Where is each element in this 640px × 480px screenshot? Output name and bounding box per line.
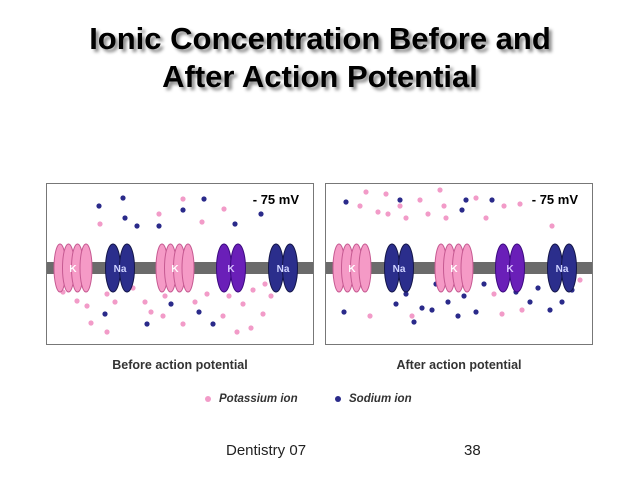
- before-diagram: [47, 184, 313, 344]
- potassium-ion: [220, 313, 225, 318]
- potassium-ion: [97, 221, 102, 226]
- after-caption: After action potential: [396, 358, 522, 372]
- sodium-ion: [120, 195, 125, 200]
- channel-label: Na: [113, 264, 127, 275]
- potassium-ion: [519, 307, 524, 312]
- potassium-ion: [260, 311, 265, 316]
- legend-potassium-label: Potassium ion: [219, 393, 298, 405]
- potassium-ion: [483, 215, 488, 220]
- sodium-ion: [397, 197, 402, 202]
- ion-channel-k: [217, 244, 246, 292]
- ion-channel-k: [435, 244, 473, 292]
- channel-label: K: [506, 264, 514, 275]
- sodium-ion: [429, 307, 434, 312]
- sodium-ion: [473, 309, 478, 314]
- potassium-ion: [88, 320, 93, 325]
- potassium-ion: [268, 293, 273, 298]
- potassium-ion: [104, 291, 109, 296]
- sodium-dot-icon: [335, 396, 341, 402]
- before-caption: Before action potential: [112, 358, 248, 372]
- sodium-ion: [122, 215, 127, 220]
- potassium-ion: [199, 219, 204, 224]
- sodium-ion: [481, 281, 486, 286]
- ion-channel-na: [269, 244, 298, 292]
- sodium-ion: [156, 223, 161, 228]
- potassium-ion: [162, 293, 167, 298]
- ion-channel-k: [54, 244, 92, 292]
- potassium-ion: [240, 301, 245, 306]
- sodium-ion: [393, 301, 398, 306]
- title-line-2: After Action Potential: [162, 59, 478, 94]
- potassium-ion: [577, 277, 582, 282]
- potassium-ion: [417, 197, 422, 202]
- potassium-ion: [248, 325, 253, 330]
- potassium-ion: [517, 201, 522, 206]
- potassium-ion: [375, 209, 380, 214]
- sodium-ion: [102, 311, 107, 316]
- potassium-ion: [385, 211, 390, 216]
- channel-label: K: [348, 264, 356, 275]
- after-voltage-label: - 75 mV: [531, 192, 578, 207]
- sodium-ion: [144, 321, 149, 326]
- channel-label: Na: [555, 264, 569, 275]
- potassium-ion: [491, 291, 496, 296]
- potassium-ion: [160, 313, 165, 318]
- ion-channel-na: [385, 244, 414, 292]
- potassium-ion: [403, 215, 408, 220]
- potassium-ion: [112, 299, 117, 304]
- sodium-ion: [559, 299, 564, 304]
- potassium-ion: [156, 211, 161, 216]
- potassium-ion: [74, 298, 79, 303]
- sodium-ion: [445, 299, 450, 304]
- potassium-ion: [409, 313, 414, 318]
- sodium-ion: [459, 207, 464, 212]
- potassium-ion: [499, 311, 504, 316]
- potassium-ion: [549, 223, 554, 228]
- potassium-ion: [180, 321, 185, 326]
- slide-title: [0, 20, 640, 96]
- sodium-ion: [535, 285, 540, 290]
- sodium-ion: [210, 321, 215, 326]
- sodium-ion: [527, 299, 532, 304]
- legend-potassium: [205, 393, 298, 405]
- channel-label: Na: [392, 264, 406, 275]
- ion-channel-na: [548, 244, 577, 292]
- potassium-ion: [226, 293, 231, 298]
- ion-channel-na: [106, 244, 135, 292]
- sodium-ion: [489, 197, 494, 202]
- after-panel: [325, 183, 593, 345]
- sodium-ion: [343, 199, 348, 204]
- potassium-ion: [148, 309, 153, 314]
- sodium-ion: [232, 221, 237, 226]
- sodium-ion: [547, 307, 552, 312]
- channel-subunit: [80, 244, 92, 292]
- potassium-ion: [234, 329, 239, 334]
- sodium-ion: [201, 196, 206, 201]
- channel-subunit: [182, 244, 194, 292]
- potassium-ion: [204, 291, 209, 296]
- potassium-ion: [250, 287, 255, 292]
- potassium-dot-icon: [205, 396, 211, 402]
- potassium-ion: [501, 203, 506, 208]
- potassium-ion: [142, 299, 147, 304]
- channel-label: K: [450, 264, 458, 275]
- sodium-ion: [411, 319, 416, 324]
- sodium-ion: [180, 207, 185, 212]
- ion-channel-k: [496, 244, 525, 292]
- after-diagram: [326, 184, 592, 344]
- channel-label: K: [171, 264, 179, 275]
- channel-label: K: [69, 264, 77, 275]
- potassium-ion: [443, 215, 448, 220]
- potassium-ion: [192, 299, 197, 304]
- sodium-ion: [455, 313, 460, 318]
- channel-label: K: [227, 264, 235, 275]
- potassium-ion: [357, 203, 362, 208]
- sodium-ion: [168, 301, 173, 306]
- potassium-ion: [84, 303, 89, 308]
- potassium-ion: [425, 211, 430, 216]
- potassium-ion: [104, 329, 109, 334]
- legend-sodium: [335, 393, 412, 405]
- channel-label: Na: [276, 264, 290, 275]
- potassium-ion: [437, 187, 442, 192]
- ion-channel-k: [156, 244, 194, 292]
- sodium-ion: [463, 197, 468, 202]
- potassium-ion: [363, 189, 368, 194]
- sodium-ion: [96, 203, 101, 208]
- sodium-ion: [134, 223, 139, 228]
- legend-sodium-label: Sodium ion: [349, 393, 412, 405]
- title-line-1: Ionic Concentration Before and: [89, 21, 551, 56]
- sodium-ion: [341, 309, 346, 314]
- potassium-ion: [367, 313, 372, 318]
- footer-course: Dentistry 07: [226, 442, 307, 459]
- sodium-ion: [258, 211, 263, 216]
- potassium-ion: [473, 195, 478, 200]
- potassium-ion: [221, 206, 226, 211]
- ion-channel-k: [333, 244, 371, 292]
- before-panel: [46, 183, 314, 345]
- potassium-ion: [383, 191, 388, 196]
- potassium-ion: [180, 196, 185, 201]
- footer-page-number: 38: [464, 442, 481, 459]
- sodium-ion: [196, 309, 201, 314]
- potassium-ion: [441, 203, 446, 208]
- potassium-ion: [262, 281, 267, 286]
- channel-subunit: [461, 244, 473, 292]
- sodium-ion: [419, 305, 424, 310]
- sodium-ion: [461, 293, 466, 298]
- potassium-ion: [397, 203, 402, 208]
- channel-subunit: [359, 244, 371, 292]
- before-voltage-label: - 75 mV: [252, 192, 299, 207]
